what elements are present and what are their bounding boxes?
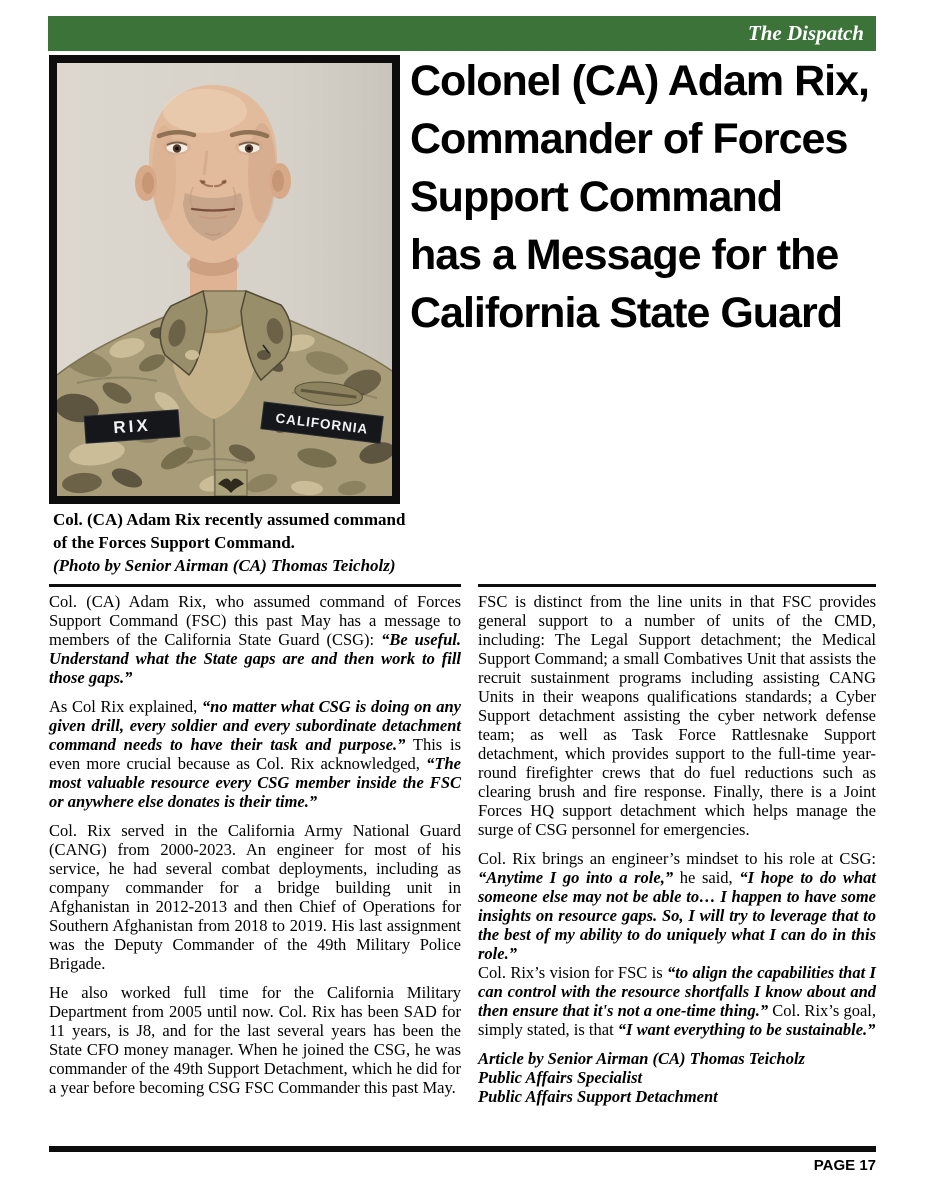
article-right-column — [478, 592, 876, 1106]
headline-line: California State Guard — [410, 289, 842, 337]
portrait-illustration — [57, 63, 392, 496]
headline-line: Commander of Forces — [410, 115, 848, 163]
footer-rule — [49, 1146, 876, 1152]
byline-line: Public Affairs Support Detachment — [478, 1087, 718, 1106]
byline-line: Article by Senior Airman (CA) Thomas Teicholz — [478, 1049, 805, 1068]
caption-line: of the Forces Support Command. — [53, 533, 295, 552]
headline-line: Colonel (CA) Adam Rix, — [410, 57, 869, 105]
byline-line: Public Affairs Specialist — [478, 1068, 643, 1087]
article-byline — [478, 1049, 876, 1106]
article-paragraph: As Col Rix explained, “no matter what CSG is doing on any given drill, every soldier and every subordinate detachment command needs to have their task and purpose.” This is even more crucial because as Col. Rix acknowledged, “The most valuable resource every CSG member inside the FSC or anywhere else donates is their time.” — [49, 697, 462, 811]
column-divider-rule-left — [49, 584, 461, 587]
article-paragraph: Col. Rix served in the California Army National Guard (CANG) from 2000-2023. An engineer for most of his service, he had several combat deployments, including as company commander for a bridge building unit in Afghanistan in 2012-2013 and then Chief of Operations for Southern Afghanistan from 2018 to 2019. His last assignment was the Deputy Commander of the 49th Military Police Brigade. — [49, 821, 461, 973]
svg-text:CALIFORNIA: CALIFORNIA — [274, 410, 370, 437]
masthead-banner — [48, 16, 876, 51]
photo-caption — [53, 508, 463, 577]
colonel-rank-insignia — [215, 470, 247, 496]
article-paragraph: Col. Rix brings an engineer’s mindset to his role at CSG: “Anytime I go into a role,” he said, “I hope to do what someone else may not be able to… I happen to have some insights on resource gaps. So, I will try to leverage that to the best of my ability to do uniquely what I can do in this role.” Col. Rix’s vision for FSC is “to align the capabilities that I can control with the resource shortfalls I know about and then ensure that it's not a one-time thing.” Col. Rix’s goal, simply stated, is that “I want everything to be sustainable.” — [478, 849, 876, 1039]
photo-credit: (Photo by Senior Airman (CA) Thomas Teicholz) — [53, 556, 396, 575]
page-number: PAGE 17 — [813, 1157, 876, 1174]
caption-line: Col. (CA) Adam Rix recently assumed command — [53, 510, 406, 529]
article-paragraph: FSC is distinct from the line units in that FSC provides general support to a number of units of the CMD, including: The Legal Support detachment; the Medical Support Command; a small Combatives Unit that assists the recruit sustainment programs including assisting CANG Units in their weapons qualifications standards; a Cyber Support detachment assisting the cyber network defense team; as well as Task Force Rattlesnake Support detachment, which provides support to the full-time year-round firefighter crews that do fuel reductions such as clearing brush and fire response. Finally, there is a Joint Forces HQ support detachment which helps manage the surge of CSG personnel for emergencies. — [478, 592, 876, 839]
headline-line: has a Message for the — [410, 231, 839, 279]
column-divider-rule-right — [478, 584, 876, 587]
portrait-photo — [49, 55, 400, 504]
svg-text:RIX: RIX — [112, 415, 152, 438]
masthead-title: The Dispatch — [747, 21, 864, 45]
article-paragraph: He also worked full time for the California Military Department from 2005 until now. Col. Rix has been SAD for 11 years, is J8, and for the last several years has been the State CFO money manager. When he joined the CSG, he was commander of the 49th Support Detachment, which he did for a year before becoming CSG FSC Commander this past May. — [49, 983, 461, 1097]
article-headline — [410, 52, 922, 342]
article-paragraph: Col. (CA) Adam Rix, who assumed command of Forces Support Command (FSC) this past May has a message to members of the California State Guard (CSG): “Be useful. Understand what the State gaps are and then work to fill those gaps.” — [49, 592, 461, 687]
headline-line: Support Command — [410, 173, 782, 221]
article-left-column — [49, 592, 461, 1107]
